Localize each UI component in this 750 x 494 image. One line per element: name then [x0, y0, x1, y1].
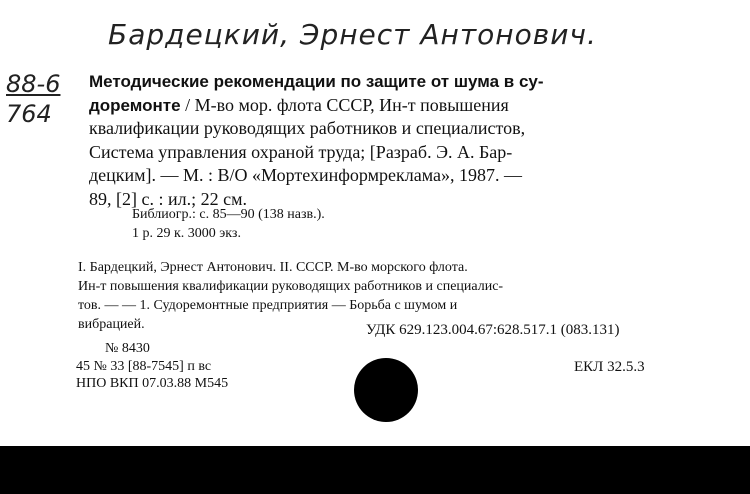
- order-info: 45 № 33 [88-7545] п вс: [76, 359, 212, 374]
- bibliographic-description: [89, 70, 544, 211]
- price-note: 1 р. 29 к. 3000 экз.: [132, 226, 241, 241]
- bibliography-note: Библиогр.: с. 85—90 (138 назв.).: [132, 207, 325, 222]
- bottom-border: [0, 446, 750, 494]
- author-handwritten: Бардецкий, Эрнест Антонович.: [108, 18, 597, 51]
- title-line: доремонте / М-во мор. флота СССР, Ин-т повышения: [89, 94, 509, 115]
- subject-line: I. Бардецкий, Эрнест Антонович. II. СССР. М-во морского флота.: [78, 260, 468, 275]
- notes: [132, 205, 325, 243]
- card-number: № 8430: [105, 341, 150, 356]
- card-left-edge: [0, 0, 33, 446]
- ekl-code: ЕКЛ 32.5.3: [574, 359, 645, 375]
- shelfmark-line-2: 764: [6, 100, 52, 128]
- npo-info: НПО ВКП 07.03.88 М545: [76, 376, 229, 391]
- title-line: децким]. — М. : В/О «Мортехинформреклама», 1987. —: [89, 165, 523, 185]
- title-line: квалификации руководящих работников и специалистов,: [89, 118, 526, 138]
- udk-code: УДК 629.123.004.67:628.517.1 (083.131): [366, 322, 620, 338]
- subject-line: вибрацией.: [78, 317, 145, 332]
- title-line: 89, [2] с. : ил.; 22 см.: [89, 188, 247, 209]
- subject-line: Ин-т повышения квалификации руководящих работников и специалис-: [78, 279, 504, 294]
- shelfmark-line-1: 88-6: [6, 70, 61, 98]
- subject-line: тов. — — 1. Судоремонтные предприятия — Борьба с шумом и: [78, 298, 458, 313]
- punch-hole: [354, 358, 418, 422]
- title-line: Система управления охраной труда; [Разраб. Э. А. Бар-: [89, 141, 513, 162]
- title-line: Методические рекомендации по защите от шума в су-: [89, 72, 544, 91]
